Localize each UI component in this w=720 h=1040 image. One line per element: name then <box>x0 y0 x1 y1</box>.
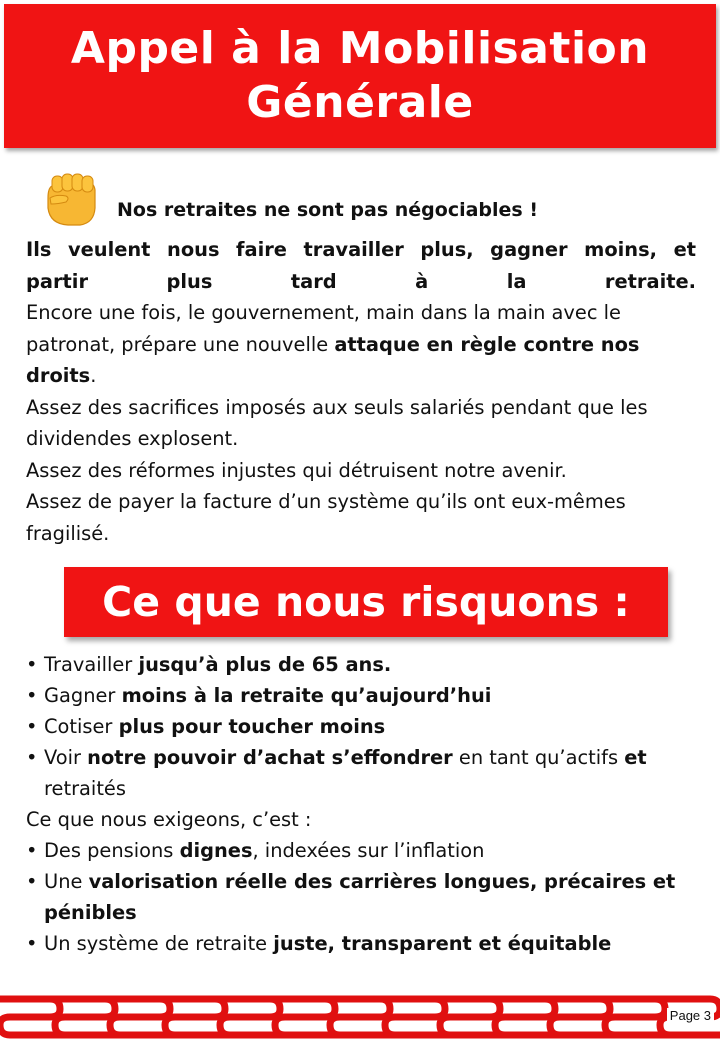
intro-paragraph <box>26 234 696 549</box>
risk-heading: Ce que nous risquons : <box>102 578 630 626</box>
intro-p3: Assez des réformes injustes qui détruisent notre avenir. <box>26 458 567 482</box>
raised-fist-icon <box>42 168 100 228</box>
title-banner <box>4 4 716 148</box>
list-item: • Voir notre pouvoir d’achat s’effondrer en tant qu’actifs et retraités <box>26 746 647 800</box>
intro-p2: Assez des sacrifices imposés aux seuls salariés pendant que les dividendes explosent. <box>26 395 648 450</box>
demands-intro: Ce que nous exigeons, c’est : <box>26 808 312 831</box>
list-item: • Gagner moins à la retraite qu’aujourd’hui <box>26 684 492 707</box>
footer-pattern <box>0 993 720 1040</box>
intro-bold-line-2: partir plus tard à la retraite. <box>26 269 696 293</box>
risk-banner <box>64 567 668 637</box>
list-item: • Une valorisation réelle des carrières longues, précaires et pénibles <box>26 870 676 924</box>
list-item: • Travailler jusqu’à plus de 65 ans. <box>26 653 392 676</box>
title-line-2: Générale <box>246 77 474 128</box>
title-line-1: Appel à la Mobilisation <box>70 23 650 74</box>
intro-p1: Encore une fois, le gouvernement, main dans la main avec le patronat, prépare une nouvelle attaque en règle contre nos droits. <box>26 301 640 387</box>
risk-list <box>26 649 706 959</box>
list-item: • Cotiser plus pour toucher moins <box>26 715 386 738</box>
page-number: Page 3 <box>667 1008 714 1023</box>
headline: Nos retraites ne sont pas négociables ! <box>117 199 539 221</box>
list-item: • Un système de retraite juste, transparent et équitable <box>26 932 612 955</box>
list-item: • Des pensions dignes, indexées sur l’inflation <box>26 839 485 862</box>
intro-bold-line-1: Ils veulent nous faire travailler plus, gagner moins, et <box>26 238 696 261</box>
intro-p4: Assez de payer la facture d’un système qu’ils ont eux-mêmes fragilisé. <box>26 490 626 545</box>
